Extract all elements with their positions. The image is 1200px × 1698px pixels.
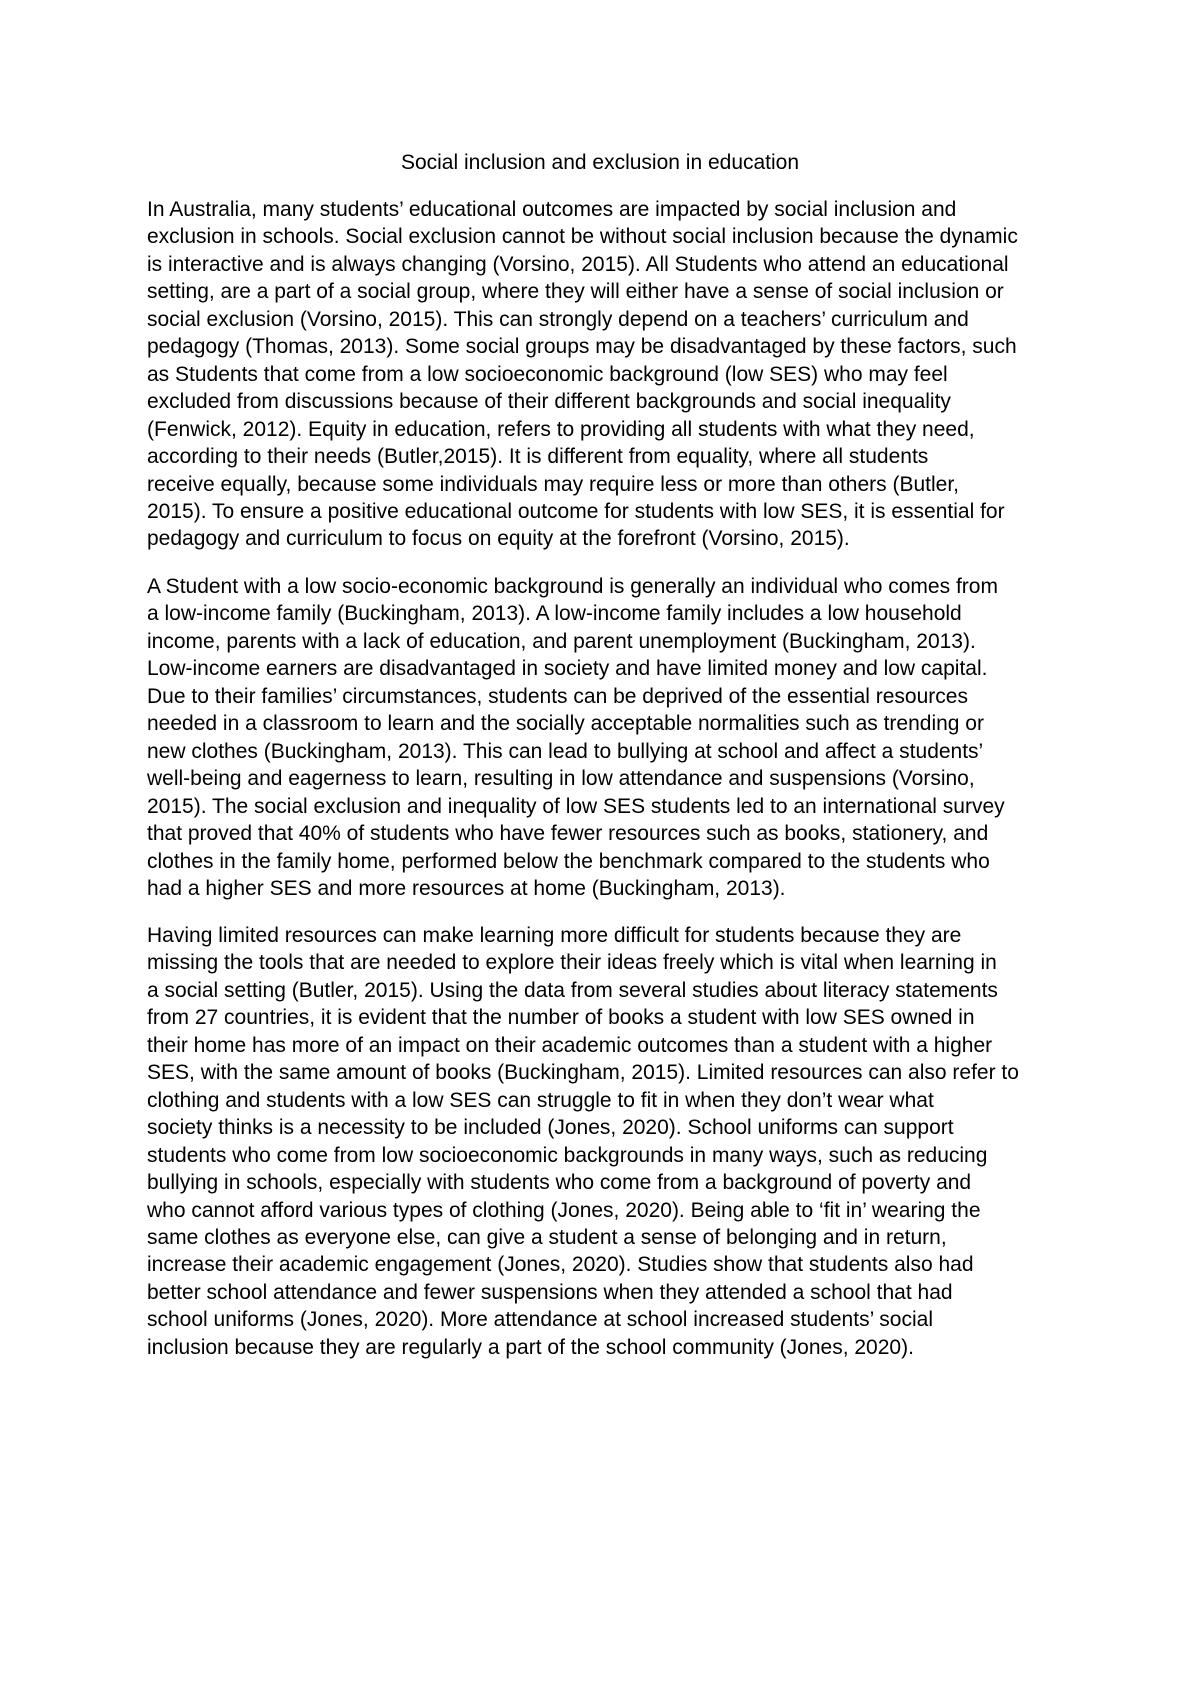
paragraph-line: who cannot afford various types of clothing (Jones, 2020). Being able to ‘fit in’ wearing the: [147, 1198, 981, 1222]
paragraph-line: needed in a classroom to learn and the socially acceptable normalities such as trending or: [147, 712, 984, 736]
paragraph-line: society thinks is a necessity to be included (Jones, 2020). School uniforms can support: [147, 1116, 954, 1140]
paragraph-line: a social setting (Butler, 2015). Using the data from several studies about literacy statements: [147, 978, 998, 1002]
paragraph-line: Due to their families’ circumstances, students can be deprived of the essential resources: [147, 684, 968, 708]
paragraph-line: same clothes as everyone else, can give a student a sense of belonging and in return,: [147, 1225, 947, 1249]
paragraph-line: that proved that 40% of students who have fewer resources such as books, stationery, and: [147, 822, 989, 846]
paragraph-line: clothes in the family home, performed below the benchmark compared to the students who: [147, 849, 990, 873]
paragraph-line: bullying in schools, especially with students who come from a background of poverty and: [147, 1171, 972, 1195]
paragraph-line: setting, are a part of a social group, where they will either have a sense of social inclusion or: [147, 280, 1004, 304]
paragraph-line: well-being and eagerness to learn, resulting in low attendance and suspensions (Vorsino,: [147, 767, 975, 791]
paragraph-line: pedagogy and curriculum to focus on equity at the forefront (Vorsino, 2015).: [147, 527, 850, 551]
paragraph-line: a low-income family (Buckingham, 2013). A low-income family includes a low household: [147, 602, 962, 626]
paragraph-line: increase their academic engagement (Jones, 2020). Studies show that students also had: [147, 1253, 974, 1277]
paragraph-line: A Student with a low socio-economic background is generally an individual who comes from: [147, 575, 998, 598]
paragraph-line: new clothes (Buckingham, 2013). This can lead to bullying at school and affect a students’: [147, 739, 984, 763]
paragraph-line: is interactive and is always changing (Vorsino, 2015). All Students who attend an educational: [147, 252, 1009, 276]
paragraph-line: better school attendance and fewer suspensions when they attended a school that had: [147, 1280, 953, 1304]
paragraph-line: Having limited resources can make learning more difficult for students because they are: [147, 924, 962, 947]
paragraph-line: as Students that come from a low socioeconomic background (low SES) who may feel: [147, 362, 948, 386]
paragraph-line: excluded from discussions because of their different backgrounds and social inequality: [147, 390, 951, 414]
paragraph-line: 2015). To ensure a positive educational outcome for students with low SES, it is essential for: [147, 499, 1005, 523]
paragraph-line: according to their needs (Butler,2015). It is different from equality, where all students: [147, 445, 929, 469]
paragraph-line: their home has more of an impact on their academic outcomes than a student with a higher: [147, 1033, 993, 1057]
paragraph-line: had a higher SES and more resources at home (Buckingham, 2013).: [147, 876, 786, 900]
paragraph-line: 2015). The social exclusion and inequality of low SES students led to an international survey: [147, 794, 1005, 818]
paragraph-line: receive equally, because some individuals may require less or more than others (Butler,: [147, 472, 960, 496]
paragraph-line: pedagogy (Thomas, 2013). Some social groups may be disadvantaged by these factors, such: [147, 335, 1017, 359]
paragraph-line: exclusion in schools. Social exclusion cannot be without social inclusion because the dynamic: [147, 225, 1018, 249]
paragraph-line: inclusion because they are regularly a part of the school community (Jones, 2020).: [147, 1335, 914, 1359]
paragraph-line: students who come from low socioeconomic backgrounds in many ways, such as reducing: [147, 1143, 988, 1167]
paragraph-line: In Australia, many students’ educational outcomes are impacted by social inclusion and: [147, 198, 957, 221]
paragraph-line: (Fenwick, 2012). Equity in education, refers to providing all students with what they need,: [147, 417, 975, 441]
document-title: Social inclusion and exclusion in education: [400, 151, 800, 174]
paragraph-line: clothing and students with a low SES can struggle to fit in when they don’t wear what: [147, 1088, 934, 1112]
paragraph-line: income, parents with a lack of education, and parent unemployment (Buckingham, 2013).: [147, 629, 976, 653]
paragraph-line: school uniforms (Jones, 2020). More attendance at school increased students’ social: [147, 1308, 933, 1332]
paragraph-line: missing the tools that are needed to explore their ideas freely which is vital when learning in: [147, 951, 997, 975]
paragraph-line: SES, with the same amount of books (Buckingham, 2015). Limited resources can also refer to: [147, 1061, 1019, 1085]
paragraph-line: Low-income earners are disadvantaged in society and have limited money and low capital.: [147, 657, 988, 681]
paragraph-line: social exclusion (Vorsino, 2015). This can strongly depend on a teachers’ curriculum and: [147, 307, 969, 331]
paragraph-line: from 27 countries, it is evident that the number of books a student with low SES owned in: [147, 1006, 975, 1030]
